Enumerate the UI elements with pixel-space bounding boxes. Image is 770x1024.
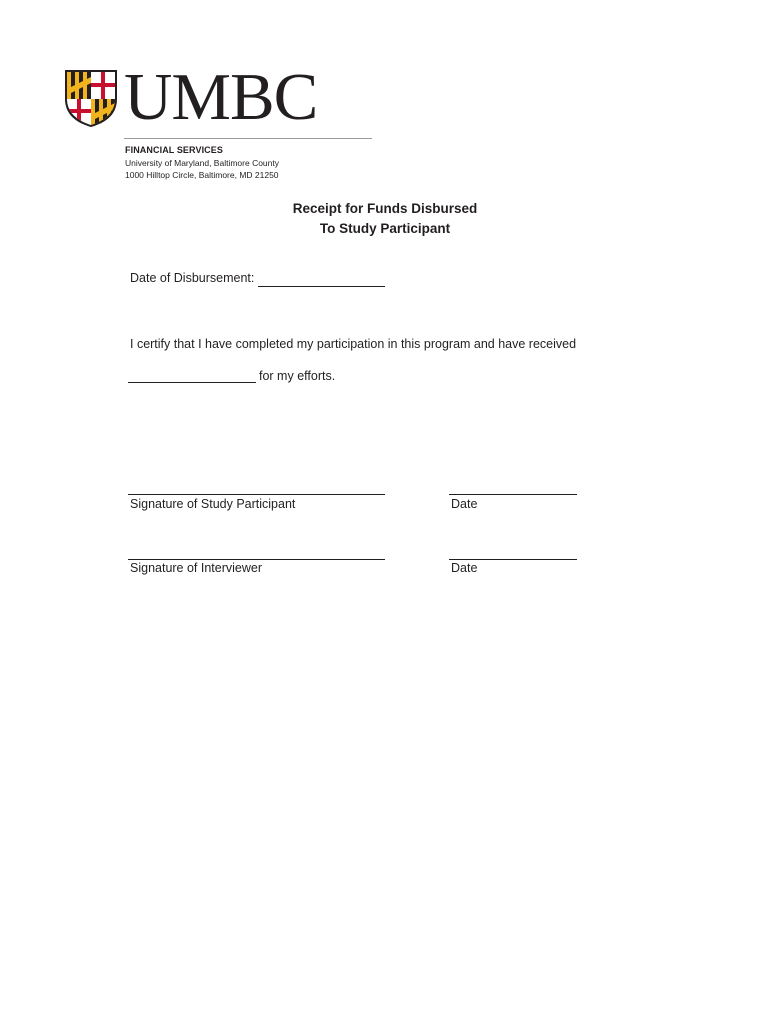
umbc-wordmark: UMBC xyxy=(124,60,318,134)
participant-date-field[interactable] xyxy=(449,494,577,495)
header-divider xyxy=(124,138,372,139)
department-name: FINANCIAL SERVICES xyxy=(125,145,223,155)
interviewer-date-field[interactable] xyxy=(449,559,577,560)
address-line-2: 1000 Hilltop Circle, Baltimore, MD 21250 xyxy=(125,170,279,180)
umbc-shield-logo xyxy=(64,69,118,127)
form-subtitle: To Study Participant xyxy=(319,221,451,236)
address-line-1: University of Maryland, Baltimore County xyxy=(125,158,280,168)
participant-signature-label: Signature of Study Participant xyxy=(130,497,296,511)
date-of-disbursement-field[interactable] xyxy=(258,286,385,287)
form-title: Receipt for Funds Disbursed xyxy=(292,201,478,216)
participant-date-label: Date xyxy=(451,497,478,511)
interviewer-signature-label: Signature of Interviewer xyxy=(130,561,263,575)
participant-signature-field[interactable] xyxy=(128,494,385,495)
interviewer-date-label: Date xyxy=(451,561,478,575)
interviewer-signature-field[interactable] xyxy=(128,559,385,560)
efforts-text: for my efforts. xyxy=(259,369,336,383)
date-of-disbursement-label: Date of Disbursement: xyxy=(130,271,255,285)
certification-text: I certify that I have completed my participation in this program and have received xyxy=(130,337,577,351)
amount-received-field[interactable] xyxy=(128,382,256,383)
